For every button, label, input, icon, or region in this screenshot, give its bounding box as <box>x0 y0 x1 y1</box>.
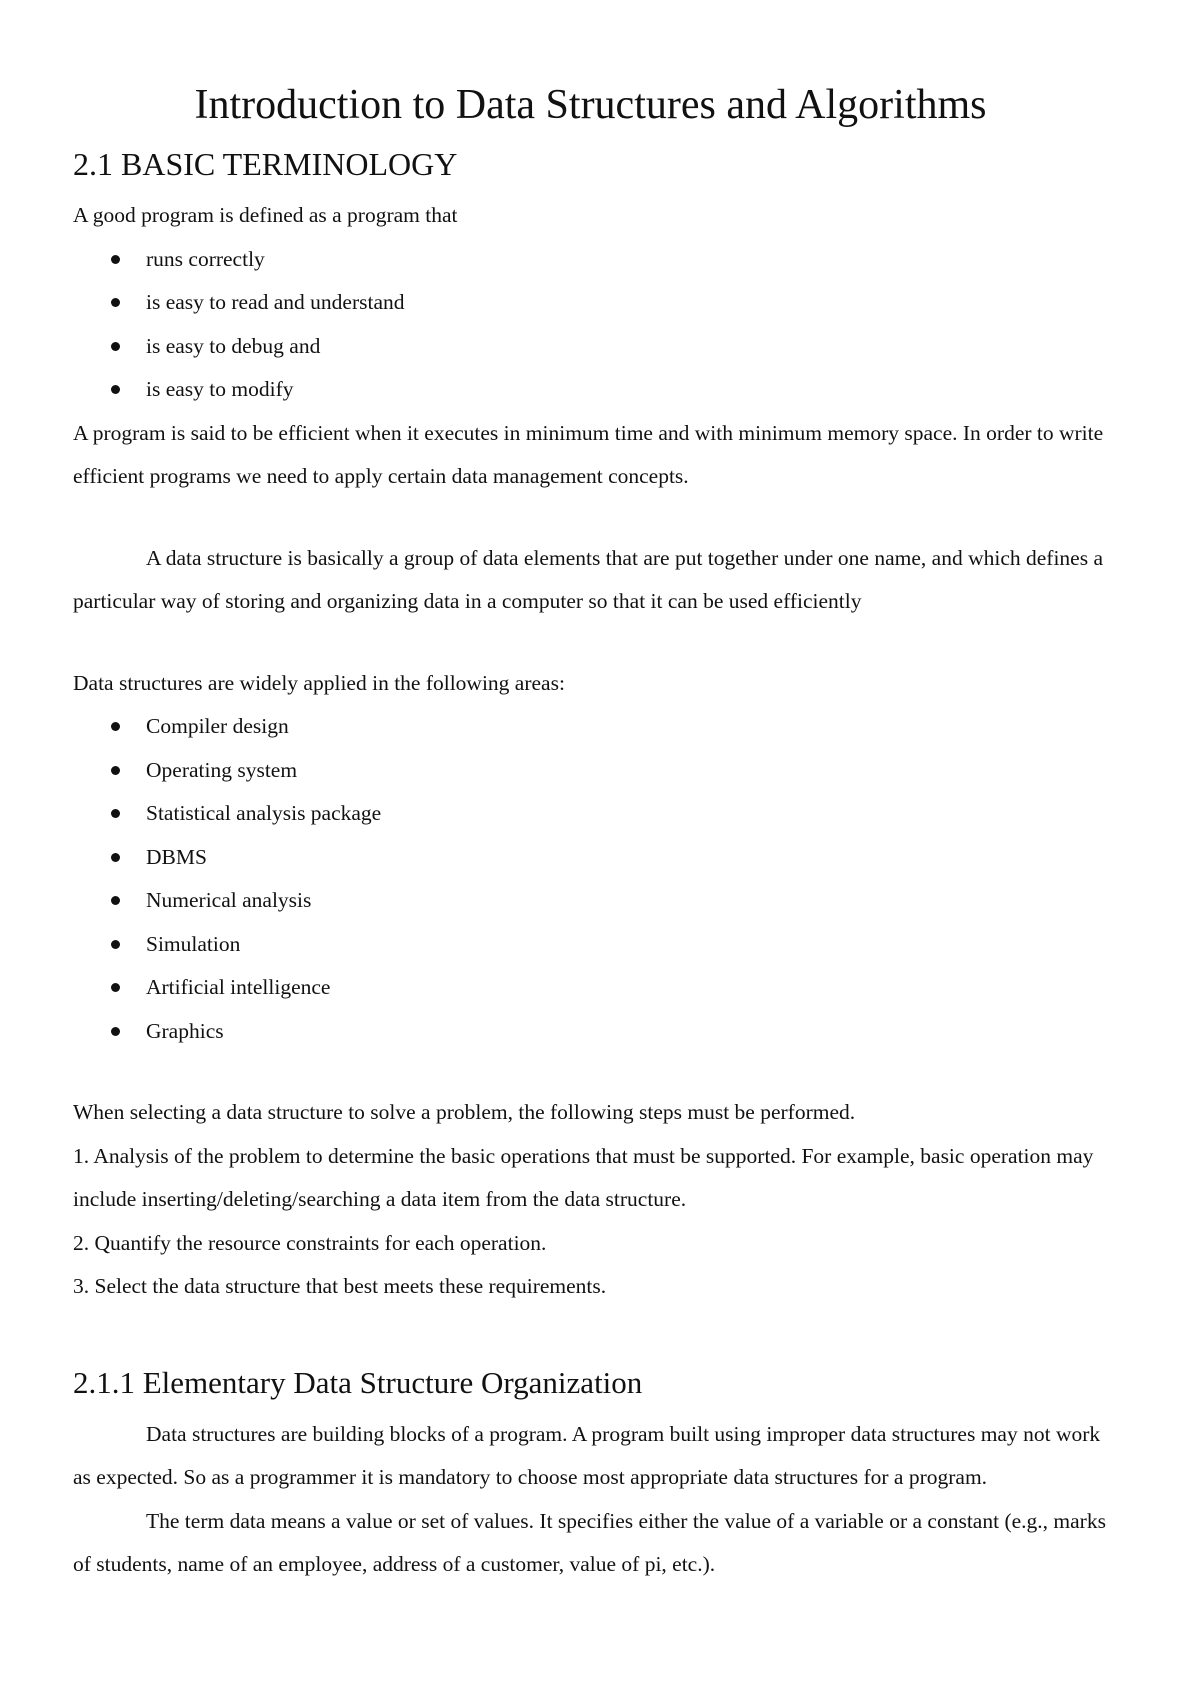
intro-line: A good program is defined as a program that <box>73 203 458 227</box>
list-item: Graphics <box>73 1010 1108 1054</box>
steps-intro: When selecting a data structure to solve a problem, the following steps must be performed. <box>73 1100 856 1124</box>
bullet-icon <box>111 342 120 351</box>
bullet-icon <box>111 722 120 731</box>
bullet-icon <box>111 809 120 818</box>
document-title: Introduction to Data Structures and Algorithms <box>194 82 987 128</box>
bullet-icon <box>111 255 120 264</box>
step-item: 2. Quantify the resource constraints for each operation. <box>73 1230 547 1255</box>
spacer <box>73 1053 1108 1091</box>
list-item: Numerical analysis <box>73 879 1108 923</box>
efficiency-paragraph: A program is said to be efficient when it executes in minimum time and with minimum memory space. In order to write efficient programs we need to apply certain data management concepts. <box>73 420 1104 488</box>
data-structure-paragraph: A data structure is basically a group of data elements that are put together under one name, and which defines a particular way of storing and organizing data in a computer so that it can be used efficiently <box>73 545 1104 613</box>
step-item: 1. Analysis of the problem to determine the basic operations that must be supported. For example, basic operation may include inserting/deleting/searching a data item from the data structure. <box>73 1143 1094 1211</box>
spacer <box>73 1309 1108 1361</box>
building-blocks-paragraph: Data structures are building blocks of a program. A program built using improper data structures may not work as expected. So as a programmer it is mandatory to choose most appropriate data structures for a program. <box>73 1421 1101 1489</box>
bullet-icon <box>111 896 120 905</box>
bullet-icon <box>111 766 120 775</box>
step-item: 3. Select the data structure that best meets these requirements. <box>73 1274 607 1298</box>
section-heading: 2.1 BASIC TERMINOLOGY <box>73 146 458 182</box>
bullet-icon <box>111 983 120 992</box>
list-item: runs correctly <box>73 238 1108 282</box>
list-item: Compiler design <box>73 705 1108 749</box>
list-item: Simulation <box>73 923 1108 967</box>
bullet-icon <box>111 385 120 394</box>
bullet-icon <box>111 1027 120 1036</box>
list-item: is easy to modify <box>73 368 1108 412</box>
bullet-icon <box>111 298 120 307</box>
list-item: is easy to read and understand <box>73 281 1108 325</box>
areas-list <box>73 705 1108 1053</box>
list-item: is easy to debug and <box>73 325 1108 369</box>
list-item: Artificial intelligence <box>73 966 1108 1010</box>
bullet-icon <box>111 853 120 862</box>
list-item: Statistical analysis package <box>73 792 1108 836</box>
list-item: DBMS <box>73 836 1108 880</box>
spacer <box>73 499 1108 537</box>
term-data-paragraph: The term data means a value or set of values. It specifies either the value of a variable or a constant (e.g., marks of students, name of an employee, address of a customer, value of pi, etc.). <box>73 1508 1106 1576</box>
areas-intro: Data structures are widely applied in the following areas: <box>73 670 565 695</box>
bullet-icon <box>111 940 120 949</box>
list-item: Operating system <box>73 749 1108 793</box>
subsection-heading: 2.1.1 Elementary Data Structure Organization <box>73 1364 643 1400</box>
spacer <box>73 624 1108 662</box>
good-program-list <box>73 238 1108 412</box>
